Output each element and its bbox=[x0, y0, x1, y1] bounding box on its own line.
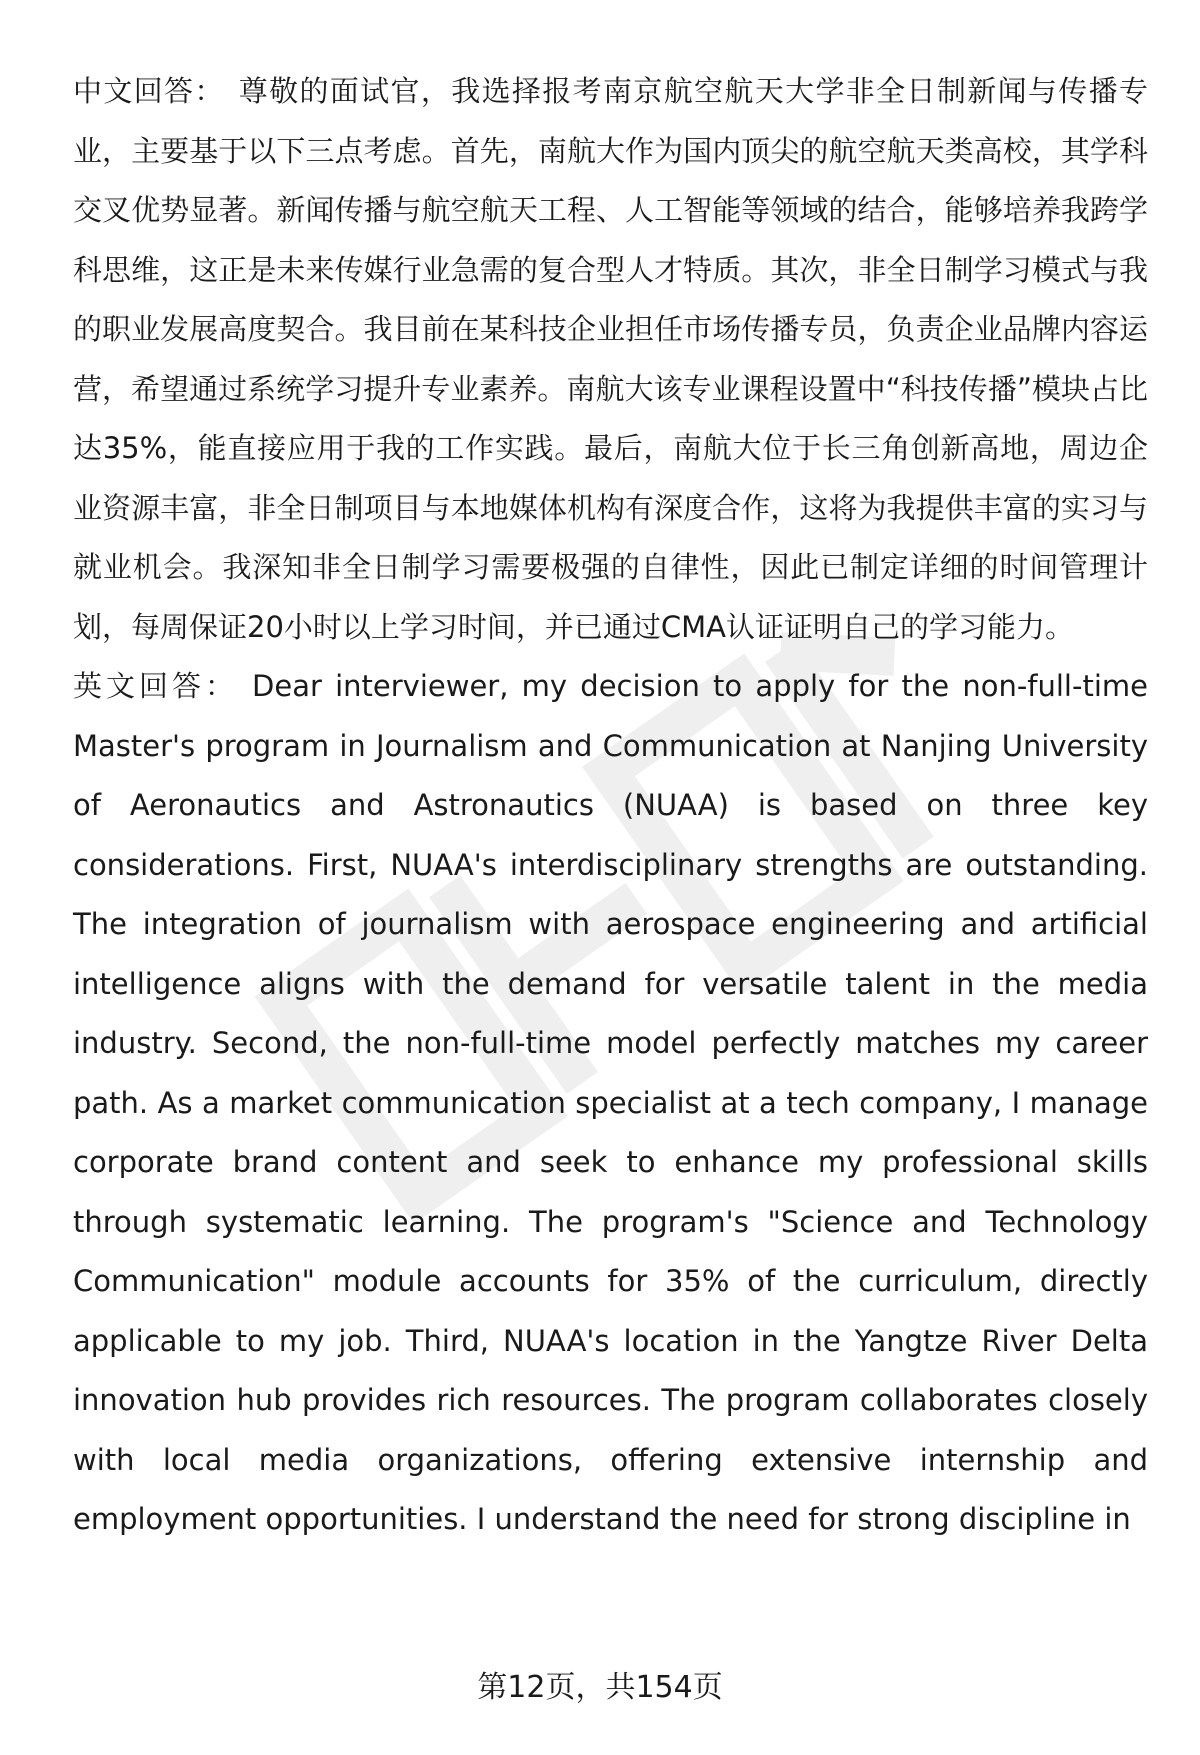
chinese-answer-label: 中文回答： bbox=[73, 74, 225, 108]
english-answer-paragraph bbox=[73, 657, 1148, 1550]
answer-content bbox=[73, 62, 1148, 1550]
english-answer-text: Dear interviewer, my decision to apply for the non-full-time Master's program in Journalism and Communication at Nanjing University of Aeronautics and Astronautics (NUAA) is based on three key considerations. First, NUAA's interdisciplinary strengths are outstanding. The integration of journalism with aerospace engineering and artificial intelligence aligns with the demand for versatile talent in the media industry. Second, the non-full-time model perfectly matches my career path. As a market communication specialist at a tech company, I manage corporate brand content and seek to enhance my professional skills through systematic learning. The program's "Science and Technology Communication" module accounts for 35% of the curriculum, directly applicable to my job. Third, NUAA's location in the Yangtze River Delta innovation hub provides rich resources. The program collaborates closely with local media organizations, offering extensive internship and employment opportunities. I understand the need for strong discipline in bbox=[73, 669, 1148, 1536]
english-answer-label: 英文回答： bbox=[73, 669, 239, 703]
chinese-answer-text: 尊敬的面试官，我选择报考南京航空航天大学非全日制新闻与传播专业，主要基于以下三点考虑。首先，南航大作为国内顶尖的航空航天类高校，其学科交叉优势显著。新闻传播与航空航天工程、人工智能等领域的结合，能够培养我跨学科思维，这正是未来传媒行业急需的复合型人才特质。其次，非全日制学习模式与我的职业发展高度契合。我目前在某科技企业担任市场传播专员，负责企业品牌内容运营，希望通过系统学习提升专业素养。南航大该专业课程设置中“科技传播”模块占比达35%，能直接应用于我的工作实践。最后，南航大位于长三角创新高地，周边企业资源丰富，非全日制项目与本地媒体机构有深度合作，这将为我提供丰富的实习与就业机会。我深知非全日制学习需要极强的自律性，因此已制定详细的时间管理计划，每周保证20小时以上学习时间，并已通过CMA认证证明自己的学习能力。 bbox=[73, 74, 1148, 644]
chinese-answer-paragraph bbox=[73, 62, 1148, 657]
page-indicator: 第12页，共154页 bbox=[477, 1670, 723, 1705]
